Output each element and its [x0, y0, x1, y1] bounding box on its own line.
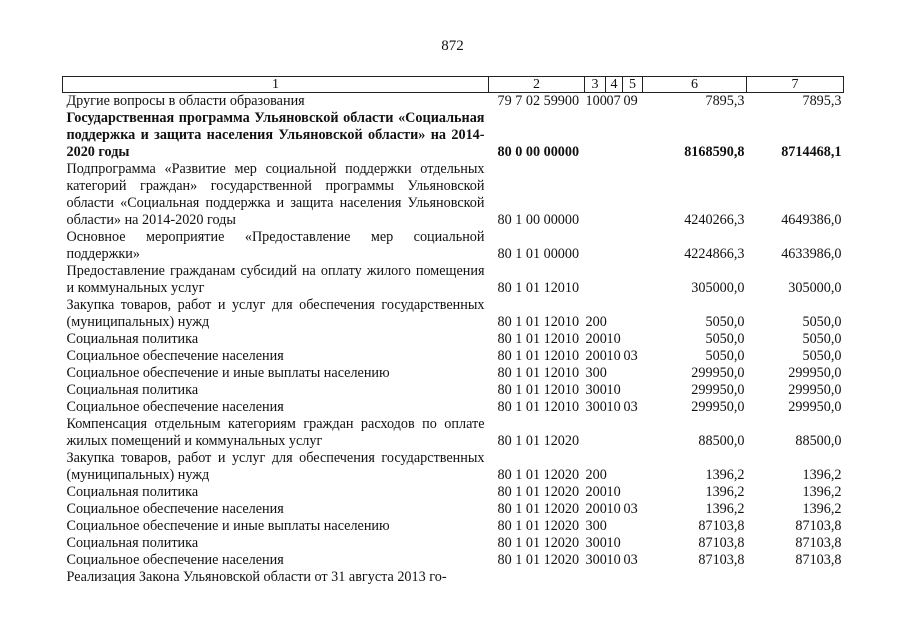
table-row	[63, 110, 844, 161]
row-sum-1: 8168590,8	[684, 144, 745, 160]
row-code: 80 1 01 12020	[497, 484, 580, 500]
row-section	[606, 518, 623, 535]
table-row	[63, 382, 844, 399]
row-sum-2: 87103,8	[795, 552, 842, 568]
row-sum-1: 1396,2	[705, 467, 745, 483]
table-row	[63, 297, 844, 331]
row-sum-1: 87103,8	[698, 552, 745, 568]
row-expense-type: 100	[585, 93, 607, 109]
row-section: 10	[606, 348, 621, 364]
row-sum-2: 1396,2	[802, 484, 842, 500]
row-sum-1: 299950,0	[691, 365, 745, 381]
row-code: 80 1 01 12020	[497, 501, 580, 517]
row-name: Основное мероприятие «Предоставление мер социальной поддержки»	[66, 229, 485, 262]
row-name: Социальное обеспечение населения	[66, 348, 284, 364]
row-subsection	[623, 365, 643, 382]
row-subsection	[623, 229, 643, 263]
row-section: 10	[606, 552, 621, 568]
table-row	[63, 518, 844, 535]
row-sum-1: 88500,0	[698, 433, 745, 449]
row-expense-type	[585, 110, 606, 161]
row-code: 80 1 01 12010	[497, 365, 580, 381]
row-sum-2: 5050,0	[802, 348, 842, 364]
row-sum-2: 88500,0	[795, 433, 842, 449]
table-row	[63, 399, 844, 416]
row-code: 80 1 01 00000	[497, 246, 580, 262]
row-expense-type: 200	[585, 348, 607, 364]
row-sum-1: 4224866,3	[684, 246, 745, 262]
row-expense-type: 200	[585, 314, 607, 330]
table-row	[63, 569, 844, 586]
row-section	[606, 110, 623, 161]
row-code: 80 1 01 12010	[497, 314, 580, 330]
row-code: 80 1 01 12010	[497, 382, 580, 398]
row-sum-2: 5050,0	[802, 331, 842, 347]
row-expense-type: 300	[585, 365, 607, 381]
row-section	[606, 569, 623, 586]
row-subsection	[623, 331, 643, 348]
row-code: 80 1 01 12010	[497, 280, 580, 296]
row-expense-type: 300	[585, 382, 607, 398]
row-name: Закупка товаров, работ и услуг для обеспечения государственных (муниципальных) нужд	[66, 297, 485, 330]
row-sum-2: 4649386,0	[781, 212, 842, 228]
row-sum-1: 4240266,3	[684, 212, 745, 228]
table-row	[63, 93, 844, 111]
table-row	[63, 161, 844, 229]
row-code: 80 1 01 12020	[497, 535, 580, 551]
row-sum-1	[643, 569, 747, 586]
row-section: 10	[606, 399, 621, 415]
row-section: 10	[606, 535, 621, 551]
row-sum-1: 299950,0	[691, 399, 745, 415]
row-section: 07	[606, 93, 621, 109]
table-row	[63, 331, 844, 348]
row-section	[606, 229, 623, 263]
row-sum-2: 299950,0	[788, 382, 842, 398]
row-subsection	[623, 161, 643, 229]
row-section	[606, 365, 623, 382]
row-sum-2: 87103,8	[795, 518, 842, 534]
table-row	[63, 365, 844, 382]
header-col-name: 1	[63, 77, 489, 93]
row-expense-type	[585, 263, 606, 297]
header-col-sum-2: 7	[747, 77, 844, 93]
row-subsection: 03	[623, 399, 638, 415]
row-sum-1: 87103,8	[698, 518, 745, 534]
row-section: 10	[606, 331, 621, 347]
row-sum-2: 299950,0	[788, 399, 842, 415]
row-section: 10	[606, 382, 621, 398]
row-subsection	[623, 535, 643, 552]
row-subsection	[623, 518, 643, 535]
row-code: 80 1 01 12020	[497, 518, 580, 534]
table-row	[63, 484, 844, 501]
row-sum-1: 305000,0	[691, 280, 745, 296]
row-section	[606, 161, 623, 229]
row-subsection	[623, 110, 643, 161]
table-row	[63, 552, 844, 569]
row-expense-type	[585, 161, 606, 229]
header-col-subsection: 5	[623, 77, 643, 93]
row-name: Социальное обеспечение населения	[66, 501, 284, 517]
row-expense-type: 300	[585, 399, 607, 415]
table-body	[63, 93, 844, 587]
row-code: 80 0 00 00000	[497, 144, 580, 160]
row-sum-2: 1396,2	[802, 501, 842, 517]
row-name: Социальное обеспечение населения	[66, 552, 284, 568]
table-row	[63, 348, 844, 365]
row-sum-2	[747, 569, 844, 586]
row-subsection	[623, 484, 643, 501]
row-sum-2: 7895,3	[802, 93, 842, 109]
row-sum-2: 4633986,0	[781, 246, 842, 262]
row-sum-1: 1396,2	[705, 484, 745, 500]
row-code: 80 1 01 12010	[497, 348, 580, 364]
row-sum-1: 5050,0	[705, 348, 745, 364]
table-row	[63, 501, 844, 518]
row-subsection	[623, 382, 643, 399]
row-code: 80 1 01 12010	[497, 331, 580, 347]
table-row	[63, 535, 844, 552]
row-name: Социальная политика	[66, 535, 199, 551]
row-name: Другие вопросы в области образования	[66, 93, 305, 109]
row-expense-type: 200	[585, 484, 607, 500]
header-col-type: 3	[585, 77, 606, 93]
row-sum-2: 1396,2	[802, 467, 842, 483]
budget-table	[62, 76, 844, 586]
row-sum-2: 299950,0	[788, 365, 842, 381]
row-section: 10	[606, 484, 621, 500]
header-col-code: 2	[489, 77, 585, 93]
row-name: Социальное обеспечение и иные выплаты населению	[66, 365, 390, 381]
row-code: 80 1 01 12010	[497, 399, 580, 415]
row-sum-1: 7895,3	[705, 93, 745, 109]
row-name: Социальная политика	[66, 382, 199, 398]
header-col-sum-1: 6	[643, 77, 747, 93]
row-name: Реализация Закона Ульяновской области от 31 августа 2013 го-	[66, 569, 447, 585]
table-header	[63, 77, 844, 93]
row-expense-type: 200	[585, 467, 607, 483]
row-expense-type: 200	[585, 331, 607, 347]
row-subsection	[623, 297, 643, 331]
header-col-section: 4	[606, 77, 623, 93]
row-section	[606, 297, 623, 331]
row-sum-2: 87103,8	[795, 535, 842, 551]
row-section	[606, 416, 623, 450]
row-expense-type	[585, 569, 606, 586]
row-name: Подпрограмма «Развитие мер социальной поддержки отдельных категорий граждан» государственной программы Ульяновской области «Социальная поддержка и защита населения Ульяновской области» на 2014-2020 годы	[66, 161, 485, 228]
row-subsection	[623, 569, 643, 586]
row-expense-type	[585, 229, 606, 263]
row-subsection: 03	[623, 552, 638, 568]
row-sum-2: 8714468,1	[781, 144, 842, 160]
row-name: Компенсация отдельным категориям граждан расходов по оплате жилых помещений и коммунальных услуг	[66, 416, 485, 449]
row-subsection	[623, 416, 643, 450]
row-code	[489, 569, 585, 586]
row-sum-1: 5050,0	[705, 331, 745, 347]
row-sum-1: 87103,8	[698, 535, 745, 551]
page-number: 872	[441, 38, 464, 54]
row-sum-1: 299950,0	[691, 382, 745, 398]
row-name: Закупка товаров, работ и услуг для обеспечения государственных (муниципальных) нужд	[66, 450, 485, 483]
row-name: Социальная политика	[66, 331, 199, 347]
row-subsection	[623, 450, 643, 484]
row-code: 80 1 01 12020	[497, 433, 580, 449]
row-sum-2: 305000,0	[788, 280, 842, 296]
row-sum-2: 5050,0	[802, 314, 842, 330]
table-row	[63, 229, 844, 263]
row-sum-1: 1396,2	[705, 501, 745, 517]
table-row	[63, 450, 844, 484]
row-code: 79 7 02 59900	[497, 93, 580, 109]
row-name: Социальное обеспечение населения	[66, 399, 284, 415]
table-row	[63, 263, 844, 297]
row-section	[606, 263, 623, 297]
row-section	[606, 450, 623, 484]
row-expense-type	[585, 416, 606, 450]
row-code: 80 1 01 12020	[497, 552, 580, 568]
row-name: Социальное обеспечение и иные выплаты населению	[66, 518, 390, 534]
row-subsection: 03	[623, 348, 638, 364]
row-name: Социальная политика	[66, 484, 199, 500]
row-name: Предоставление гражданам субсидий на оплату жилого помещения и коммунальных услуг	[66, 263, 485, 296]
row-section: 10	[606, 501, 621, 517]
row-sum-1: 5050,0	[705, 314, 745, 330]
row-subsection: 03	[623, 501, 638, 517]
row-subsection	[623, 263, 643, 297]
row-subsection: 09	[623, 93, 638, 109]
row-code: 80 1 01 12020	[497, 467, 580, 483]
row-name: Государственная программа Ульяновской области «Социальная поддержка и защита населения Ульяновской области» на 2014-2020 годы	[66, 110, 485, 160]
table-row	[63, 416, 844, 450]
row-expense-type: 300	[585, 535, 607, 551]
row-code: 80 1 00 00000	[497, 212, 580, 228]
header-row	[63, 77, 844, 93]
row-expense-type: 300	[585, 518, 607, 534]
row-expense-type: 300	[585, 552, 607, 568]
row-expense-type: 200	[585, 501, 607, 517]
